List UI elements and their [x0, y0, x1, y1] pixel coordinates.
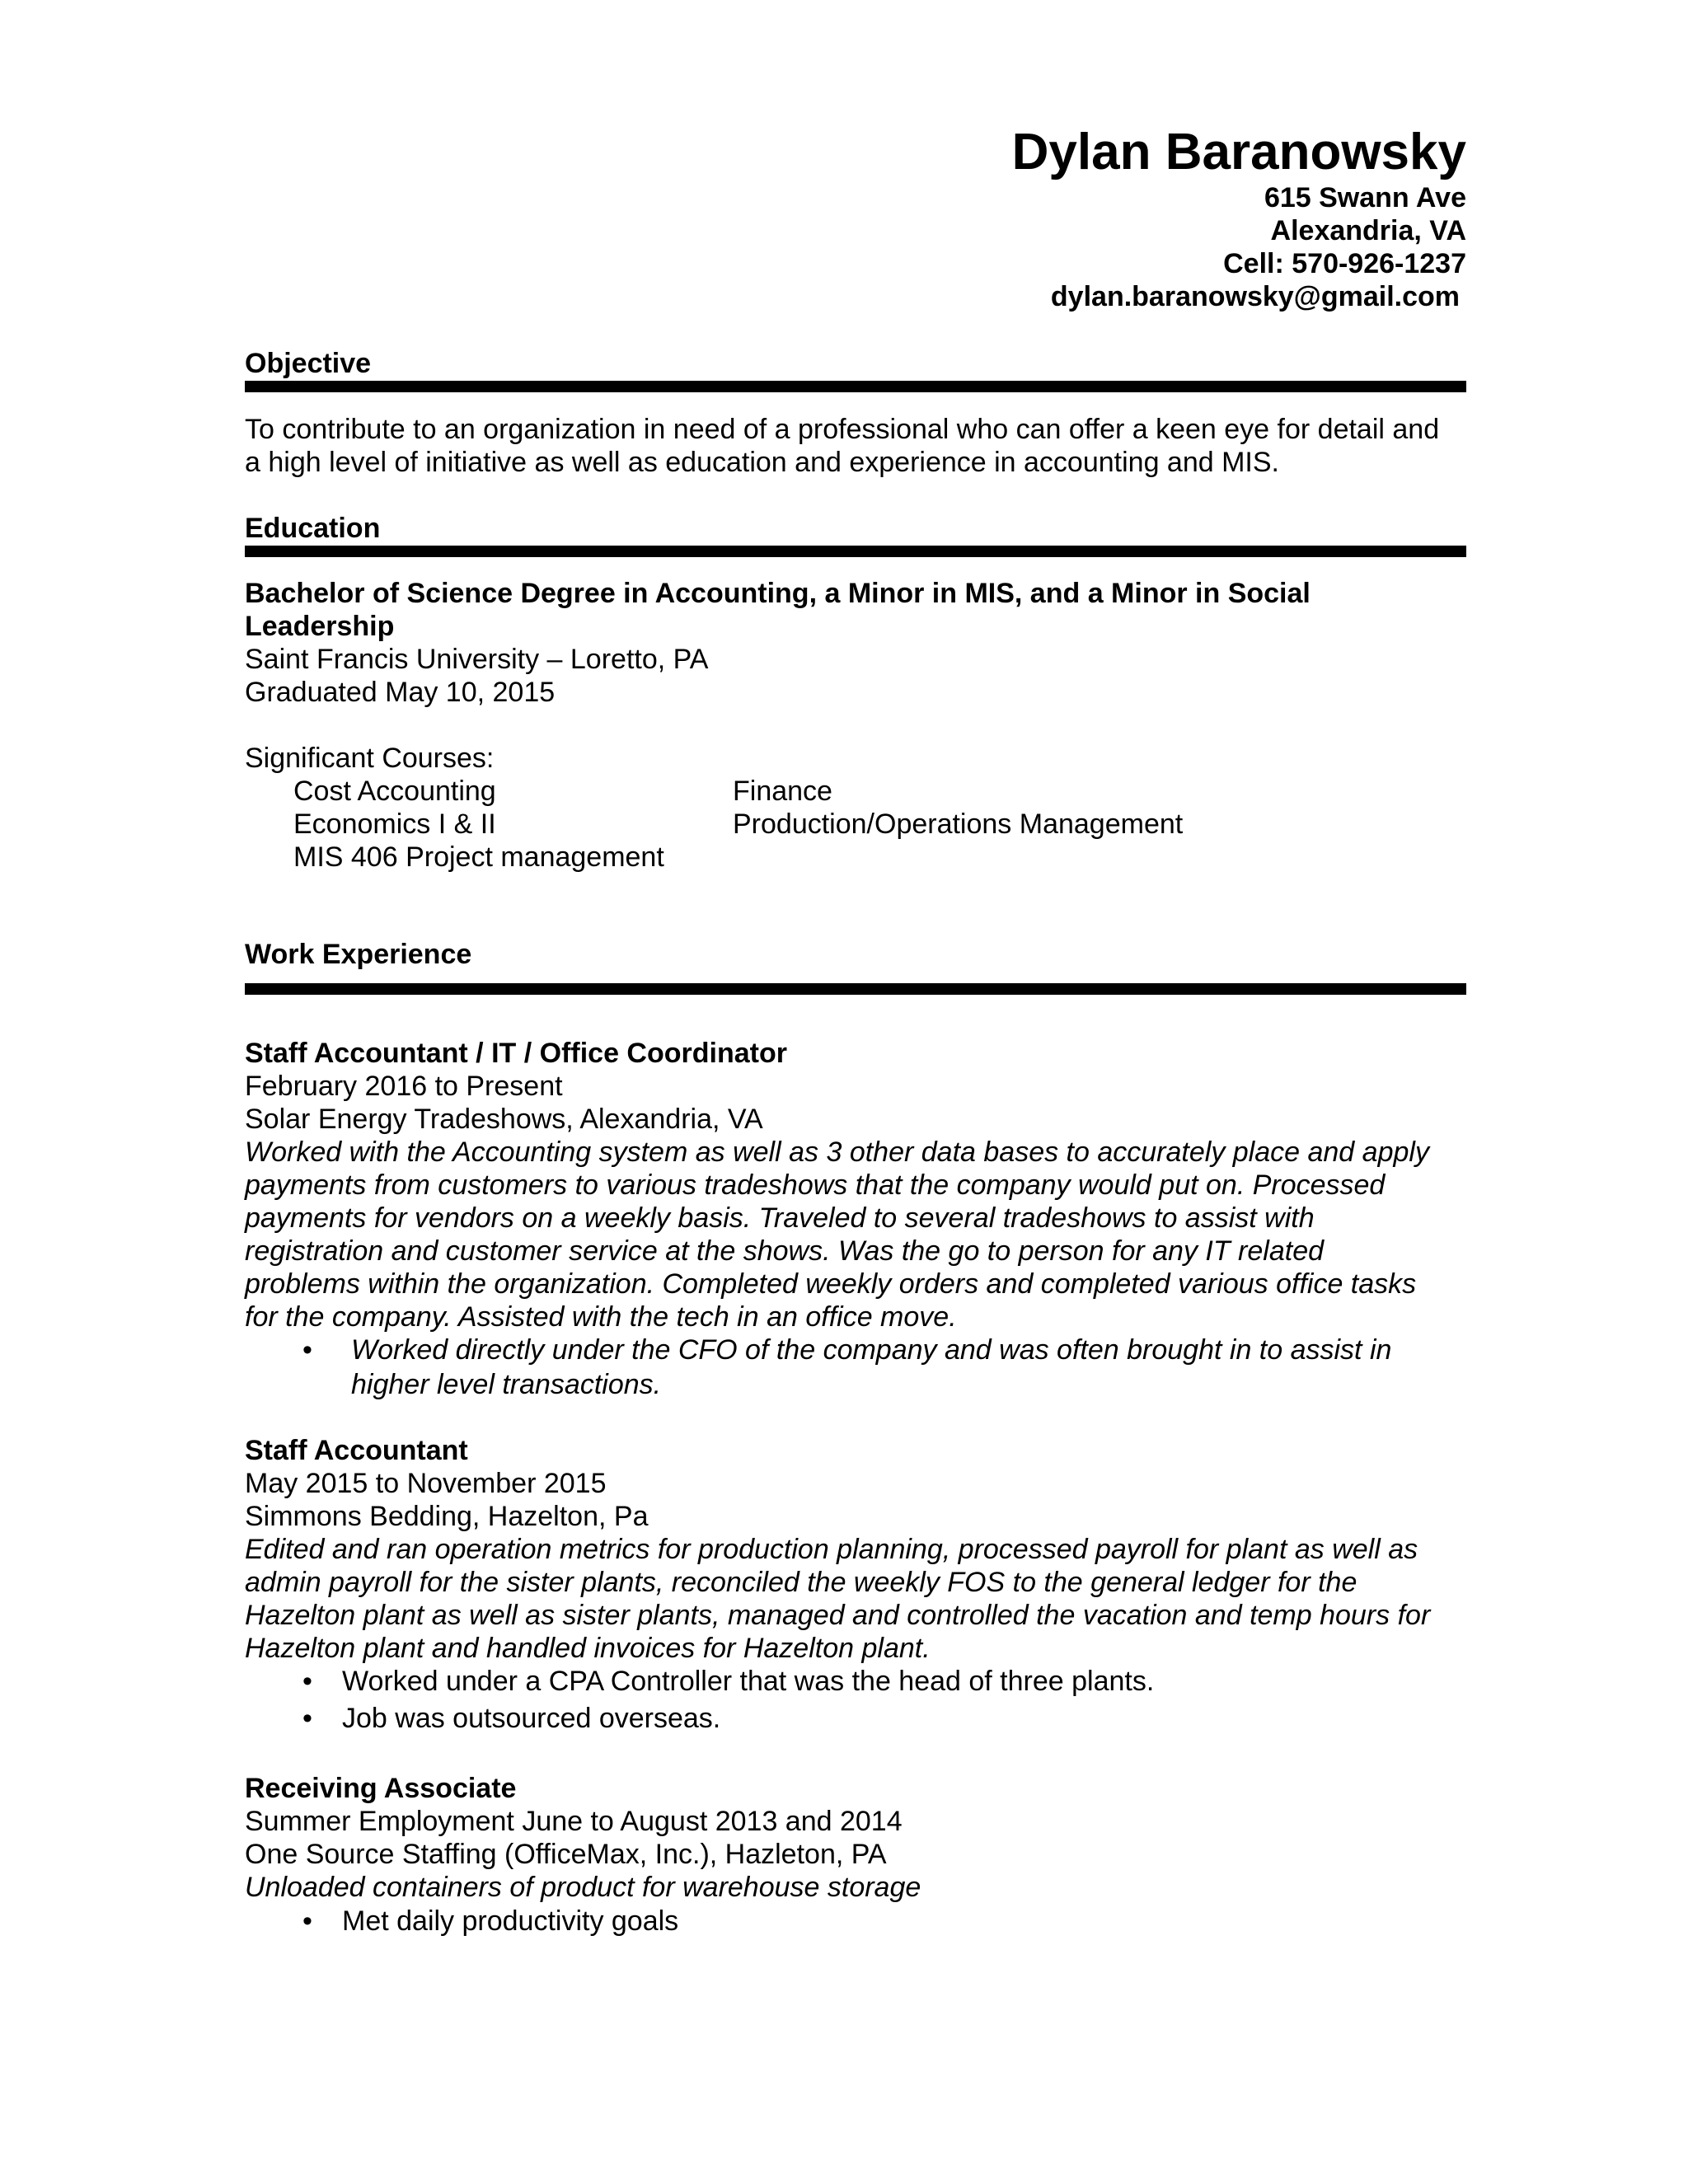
- bullet-marker: •: [302, 1666, 312, 1697]
- degree-line-1: Bachelor of Science Degree in Accounting, a Minor in MIS, and a Minor in Social: [245, 578, 1311, 609]
- address-line-2: Alexandria, VA: [1270, 215, 1466, 246]
- job-bullet: Met daily productivity goals: [342, 1905, 679, 1937]
- job-description-line: payments from customers to various tradeshows that the company would put on. Processed: [245, 1169, 1386, 1201]
- bullet-marker: •: [302, 1703, 312, 1734]
- job-company: Solar Energy Tradeshows, Alexandria, VA: [245, 1104, 763, 1135]
- section-title-education: Education: [245, 513, 381, 544]
- job-title: Staff Accountant / IT / Office Coordinator: [245, 1038, 787, 1069]
- bullet-marker: •: [302, 1334, 312, 1366]
- section-rule-work-experience: [245, 983, 1466, 995]
- course-item: Production/Operations Management: [733, 808, 1184, 840]
- objective-text: [245, 413, 1466, 479]
- education-block: [245, 577, 1466, 709]
- cell-phone: Cell: 570-926-1237: [1223, 248, 1466, 279]
- section-title-objective: Objective: [245, 348, 372, 379]
- job-bullet-line: Worked directly under the CFO of the company and was often brought in to assist in: [351, 1334, 1392, 1366]
- job-bullet-line: higher level transactions.: [351, 1369, 662, 1400]
- job-entry: [245, 1772, 1466, 1904]
- job-description-line: payments for vendors on a weekly basis. Traveled to several tradeshows to assist with: [245, 1202, 1315, 1234]
- job-title: Receiving Associate: [245, 1773, 517, 1804]
- candidate-name: Dylan Baranowsky: [1011, 124, 1466, 180]
- course-item: MIS 406 Project management: [293, 841, 664, 873]
- email-address: dylan.baranowsky@gmail.com: [1050, 281, 1460, 312]
- objective-line-2: a high level of initiative as well as education and experience in accounting and MIS.: [245, 447, 1279, 478]
- graduation-date: Graduated May 10, 2015: [245, 677, 556, 708]
- section-title-work-experience: Work Experience: [245, 939, 472, 970]
- courses-label: Significant Courses:: [245, 743, 495, 774]
- bullet-marker: •: [302, 1905, 312, 1937]
- address-line-1: 615 Swann Ave: [1264, 182, 1466, 213]
- job-bullet: Job was outsourced overseas.: [342, 1703, 721, 1734]
- job-dates: February 2016 to Present: [245, 1071, 563, 1102]
- job-entry: [245, 1037, 1466, 1333]
- job-description-line: Hazelton plant and handled invoices for Hazelton plant.: [245, 1633, 931, 1664]
- job-bullet: Worked under a CPA Controller that was the head of three plants.: [342, 1666, 1155, 1697]
- job-title: Staff Accountant: [245, 1435, 468, 1466]
- job-description-line: Hazelton plant as well as sister plants, managed and controlled the vacation and temp hours for: [245, 1600, 1431, 1631]
- section-rule-education: [245, 546, 1466, 557]
- job-bullet: [351, 1333, 1391, 1402]
- job-description-line: Unloaded containers of product for warehouse storage: [245, 1872, 921, 1903]
- job-description-line: Worked with the Accounting system as well as 3 other data bases to accurately place and apply: [245, 1137, 1429, 1168]
- job-dates: May 2015 to November 2015: [245, 1468, 607, 1499]
- job-company: One Source Staffing (OfficeMax, Inc.), Hazleton, PA: [245, 1839, 887, 1870]
- course-item: Cost Accounting: [293, 776, 496, 807]
- job-dates: Summer Employment June to August 2013 and 2014: [245, 1806, 903, 1837]
- degree-line-2: Leadership: [245, 611, 395, 642]
- objective-line-1: To contribute to an organization in need of a professional who can offer a keen eye for detail and: [245, 414, 1440, 445]
- job-description-line: problems within the organization. Completed weekly orders and completed various office tasks: [245, 1268, 1417, 1300]
- job-description-line: Edited and ran operation metrics for production planning, processed payroll for plant as well as: [245, 1534, 1418, 1565]
- school-name: Saint Francis University – Loretto, PA: [245, 644, 709, 675]
- job-company: Simmons Bedding, Hazelton, Pa: [245, 1501, 649, 1532]
- course-item: Finance: [733, 776, 832, 807]
- job-description-line: registration and customer service at the shows. Was the go to person for any IT related: [245, 1235, 1325, 1267]
- job-description-line: for the company. Assisted with the tech in an office move.: [245, 1301, 957, 1333]
- courses-right-column: [733, 775, 1183, 841]
- courses-left-column: [293, 775, 664, 874]
- section-rule-objective: [245, 381, 1466, 392]
- job-entry: [245, 1434, 1466, 1665]
- course-item: Economics I & II: [293, 808, 496, 840]
- job-description-line: admin payroll for the sister plants, reconciled the weekly FOS to the general ledger for the: [245, 1567, 1357, 1598]
- contact-header: [1012, 124, 1466, 313]
